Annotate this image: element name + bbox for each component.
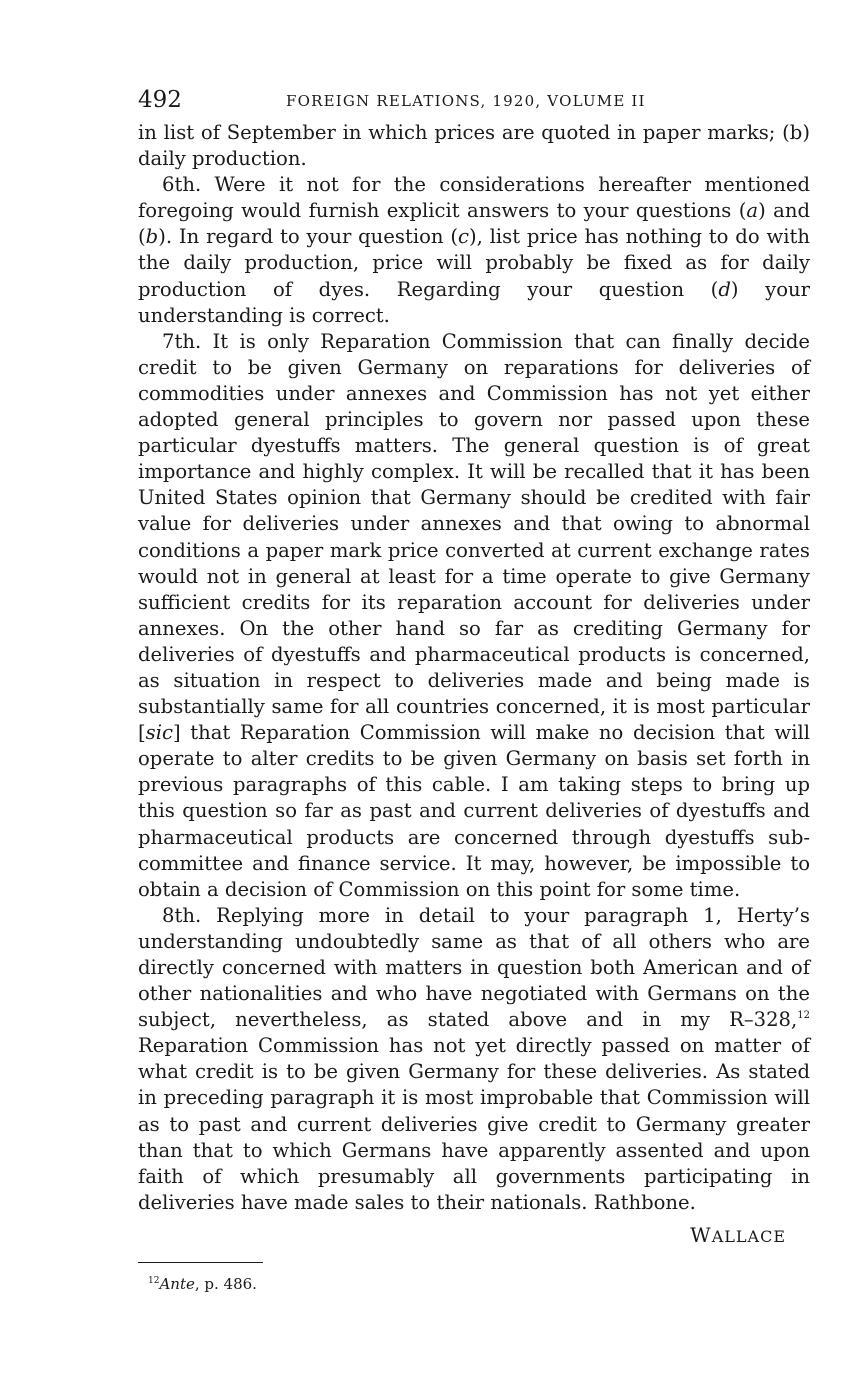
footnote-marker: 12: [148, 1275, 160, 1286]
signature: WALLACE: [690, 1222, 786, 1247]
paragraph-7th: 7th. It is only Reparation Commission that can finally decide credit to be given Germany on reparations for deliveries of commodities under annexes and Commission has not yet either adopted general principles to govern nor passed upon these particular dyestuffs matters. The general question is of great importance and highly complex. It will be recalled that it has been United States opinion that Germany should be credited with fair value for deliveries under annexes and that owing to abnormal conditions a paper mark price converted at current exchange rates would not in general at least for a time operate to give Germany sufficient credits for its reparation account for deliveries under annexes. On the other hand so far as crediting Germany for deliveries of dyestuffs and pharmaceutical products is concerned, as situation in respect to deliveries made and being made is substantially same for all countries concerned, it is most particular [sic] that Reparation Commission will make no decision that will operate to alter credits to be given Germany on basis set forth in previous paragraphs of this cable. I am taking steps to bring up this question so far as past and current deliveries of dyestuffs and pharmaceutical products are concerned through dyestuffs sub-committee and finance service. It may, however, be impossible to obtain a decision of Commission on this point for some time.: [138, 329, 810, 901]
document-page: [138, 86, 810, 1294]
paragraph-6th: 6th. Were it not for the considerations hereafter mentioned foregoing would furnish explicit answers to your questions (a) and (b). In regard to your question (c), list price has nothing to do with the daily production, price will probably be fixed as for daily production of dyes. Regarding your question (d) your understanding is correct.: [138, 173, 811, 327]
footnote-divider: [138, 1262, 263, 1263]
footnote-reference[interactable]: 12: [797, 1010, 810, 1022]
paragraph-continuation: in list of September in which prices are quoted in paper marks; (b) daily production.: [138, 121, 810, 171]
footnote: $^{12}$Ante, p. 486.: [148, 1274, 257, 1293]
running-head: [138, 86, 810, 116]
body-text: [138, 120, 810, 1216]
running-head-title: FOREIGN RELATIONS, 1920, VOLUME II: [286, 92, 646, 110]
page-number: 492: [138, 87, 182, 113]
paragraph-8th: 8th. Replying more in detail to your paragraph 1, Herty’s understanding undoubtedly same as that of all others who are directly concerned with matters in question both American and of other nationalities and who have negotiated with Germans on the subject, nevertheless, as stated above and in my R–328,12 Reparation Commission has not yet directly passed on matter of what credit is to be given Germany for these deliveries. As stated in preceding paragraph it is most improbable that Commission will as to past and current deliveries give credit to Germany greater than that to which Germans have apparently assented and upon faith of which presumably all governments participating in deliveries have made sales to their nationals. Rathbone.: [138, 903, 810, 1214]
